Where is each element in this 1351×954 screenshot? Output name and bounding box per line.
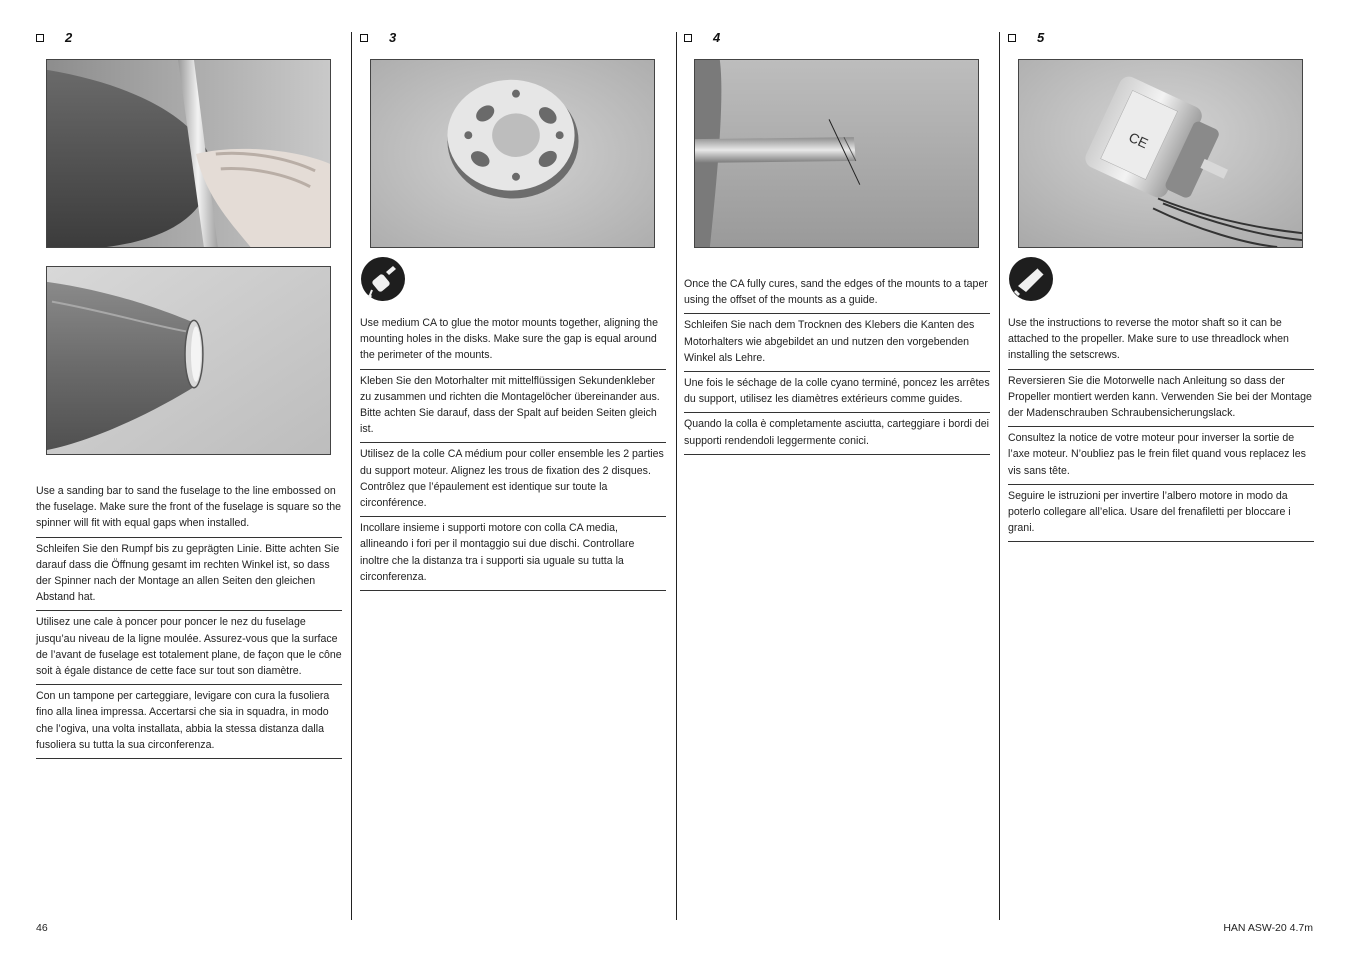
instruction-german: Schleifen Sie den Rumpf bis zu geprägten Linie. Bitte achten Sie darauf dass die Öffnung gesamt im rechten Winkel ist, so dass der Spinner nach der Montage an allen Seiten den gleichen Abstand hat. (36, 538, 342, 612)
step-checkbox[interactable] (360, 34, 368, 42)
instruction-french: Utilisez une cale à poncer pour poncer le nez du fuselage jusqu’au niveau de la ligne moulée. Assurez-vous que la surface de l’avant de fuselage est totalement plane, de façon que le cône soit à égale distance de cette face sur tout son diamètre. (36, 611, 342, 685)
fuselage-nose-photo (46, 266, 331, 455)
brushless-motor-photo (1018, 59, 1303, 248)
step-5-column (1008, 30, 1314, 535)
motor-mount-photo (370, 59, 655, 248)
step-4-instructions (684, 273, 990, 455)
step-3-column (360, 30, 666, 583)
instruction-english: Once the CA fully cures, sand the edges of the mounts to a taper using the offset of the mounts as a guide. (684, 273, 990, 314)
step-checkbox[interactable] (684, 34, 692, 42)
step-checkbox[interactable] (1008, 34, 1016, 42)
instruction-italian: Quando la colla è completamente asciutta, carteggiare i bordi dei supporti rendendoli leggermente conici. (684, 413, 990, 454)
instruction-italian: Con un tampone per carteggiare, levigare con cura la fusoliera fino alla linea impressa. Accertarsi che sia in squadra, in modo che l’ogiva, una volta installata, abbia la stessa distanza dalla fusoliera su tutta la sua circonferenza. (36, 685, 342, 759)
step-header (36, 30, 342, 50)
step-3-instructions (360, 312, 666, 591)
step-header (1008, 30, 1314, 50)
step-2-column (36, 30, 342, 751)
step-4-column (684, 30, 990, 447)
ca-glue-bottle-icon (360, 256, 406, 302)
instruction-german: Schleifen Sie nach dem Trocknen des Klebers die Kanten des Motorhalters wie abgebildet an und nutzen den vorgebenden Winkel als Lehre. (684, 314, 990, 372)
instruction-french: Consultez la notice de votre moteur pour inverser la sortie de l’axe moteur. N’oubliez pas le frein filet quand vous replacez les vis sans tête. (1008, 427, 1314, 485)
step-5-instructions (1008, 312, 1314, 542)
fuselage-sanding-photo (46, 59, 331, 248)
instruction-english: Use a sanding bar to sand the fuselage to the line embossed on the fuselage. Make sure the front of the fuselage is square so the spinner will fit with equal gaps when installed. (36, 480, 342, 538)
instruction-german: Reversieren Sie die Motorwelle nach Anleitung so dass der Propeller montiert werden kann. Verwenden Sie bei der Montage der Madenschrauben Schraubensicherungslack. (1008, 370, 1314, 428)
step-number: 5 (1037, 30, 1045, 45)
threadlock-tube-icon (1008, 256, 1054, 302)
column-divider (676, 32, 677, 920)
step-number: 4 (713, 30, 721, 45)
page-number: 46 (36, 922, 48, 934)
instruction-italian: Incollare insieme i supporti motore con colla CA media, allineando i fori per il montaggio sui due dischi. Controllare inoltre che la distanza tra i supporti sia uguale su tutta la circonferenza. (360, 517, 666, 591)
instruction-french: Une fois le séchage de la colle cyano terminé, poncez les arrêtes du support, utilisez les diamètres extérieurs comme guides. (684, 372, 990, 413)
ce-mark-label: CE (1126, 128, 1151, 152)
instruction-german: Kleben Sie den Motorhalter mit mittelflüssigen Sekundenkleber zu zusammen und richten die Montagelöcher übereinander aus. Bitte achten Sie darauf, dass der Spalt auf beiden Seiten gleich ist. (360, 370, 666, 444)
step-number: 3 (389, 30, 397, 45)
instruction-french: Utilisez de la colle CA médium pour coller ensemble les 2 parties du support moteur. Alignez les trous de fixation des 2 disques. Contrôlez que l’épaulement est identique sur toute la circonférence. (360, 443, 666, 517)
instruction-italian: Seguire le istruzioni per invertire l’albero motore in modo da poterlo collegare all’elica. Usare del frenafiletti per bloccare i grani. (1008, 485, 1314, 543)
model-name: HAN ASW-20 4.7m (1223, 922, 1313, 934)
column-divider (999, 32, 1000, 920)
mount-taper-photo (694, 59, 979, 248)
step-header (684, 30, 990, 50)
column-divider (351, 32, 352, 920)
step-number: 2 (65, 30, 73, 45)
step-header (360, 30, 666, 50)
step-checkbox[interactable] (36, 34, 44, 42)
instruction-english: Use the instructions to reverse the motor shaft so it can be attached to the propeller. Make sure to use threadlock when installing the setscrews. (1008, 312, 1314, 370)
step-2-instructions (36, 480, 342, 759)
instruction-english: Use medium CA to glue the motor mounts together, aligning the mounting holes in the disks. Make sure the gap is equal around the perimeter of the mounts. (360, 312, 666, 370)
